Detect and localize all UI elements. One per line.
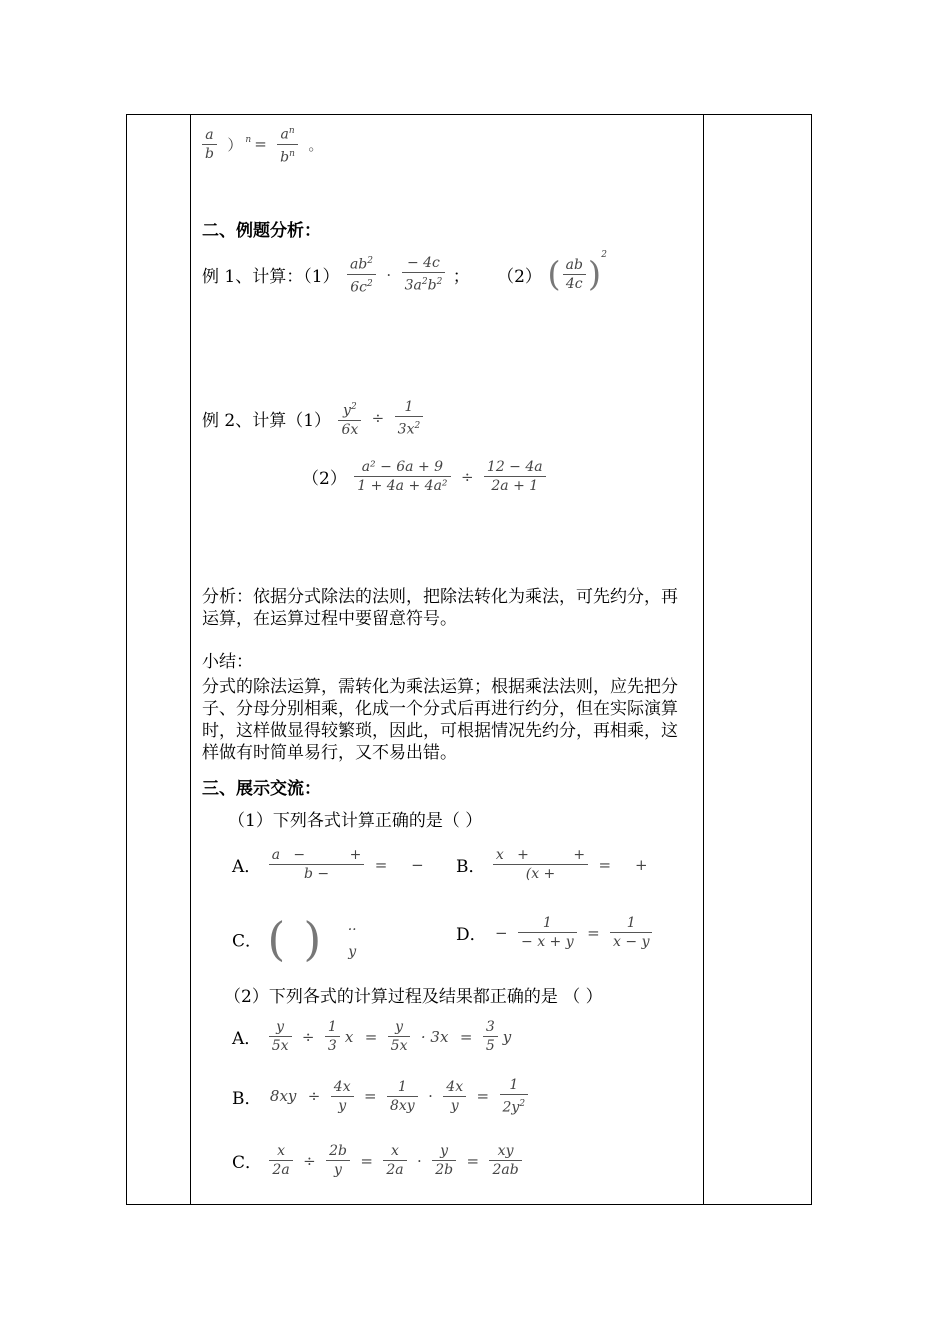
q2-option-c: C． $\frac{x}{2a}$ ÷ $\frac{2b}{y}$ = $\frac{x}{2a}$ · $\frac{y}{2b}$ = $\frac{xy}{2ab}$ <box>232 1142 524 1179</box>
q1-option-b: B． $\frac{x + +}{(x +}$ = + <box>456 847 648 882</box>
content-cell <box>190 114 702 1205</box>
q1-option-a: A． $\frac{a - +}{b -}$ = − <box>232 847 424 882</box>
example-2-part1: 例 2、计算（1） $\frac{y^2}{6x}$ ÷ $\frac{1}{3x^2}$ <box>202 398 425 439</box>
section-title-exchange: 三、展示交流： <box>202 779 321 799</box>
analysis-text: 分析：依据分式除法的法则，把除法转化为乘法，可先约分，再运算，在运算过程中要留意符号。 <box>202 587 678 629</box>
question-2-stem: （2）下列各式的计算过程及结果都正确的是 （ ） <box>224 987 603 1007</box>
q1-option-d: D． − $\frac{1}{- x + y}$ = $\frac{1}{x - y}$ <box>456 914 654 951</box>
column-divider-right <box>703 115 704 1204</box>
q2-option-a: A． $\frac{y}{5x}$ ÷ $\frac{1}{3}$ x = $\frac{y}{5x}$ · 3x = $\frac{3}{5}$ y <box>232 1019 512 1054</box>
power-rule-formula: $\frac{a}{b}$ ） $^n$ = $\frac{a^n}{b^n}$ 。 <box>200 122 326 166</box>
summary-text: 分式的除法运算，需转化为乘法运算；根据乘法法则，应先把分子、分母分别相乘，化成一个分式后再进行约分，但在实际演算时，这样做显得较繁琐，因此，可根据情况先约分，再相乘，这样做有时简单易行，又不易出错。 <box>202 677 678 763</box>
section-title-examples: 二、例题分析： <box>202 221 321 241</box>
summary-title: 小结： <box>202 652 253 672</box>
example-2-part2: （2） $\frac{\text{a² − 6a + 9}}{\text{1 + 4a + 4a²}}$ ÷ $\frac{12 - 4a}{2a + 1}$ <box>302 458 548 495</box>
q2-option-b: B． 8xy ÷ $\frac{4x}{y}$ = $\frac{1}{8xy}$ · $\frac{4x}{y}$ = $\frac{1}{2y^2}$ <box>232 1076 530 1117</box>
question-1-stem: （1）下列各式计算正确的是（ ） <box>228 811 483 831</box>
q1-option-c: C． ( ) .. y <box>232 912 357 966</box>
example-1: 例 1、计算：（1） $\frac{ab^2}{6c^2}$ · $\frac{- 4c}{3a^2b^2}$ ； （2） ( $\frac{ab}{4c}$ )$^2$ <box>202 250 607 296</box>
